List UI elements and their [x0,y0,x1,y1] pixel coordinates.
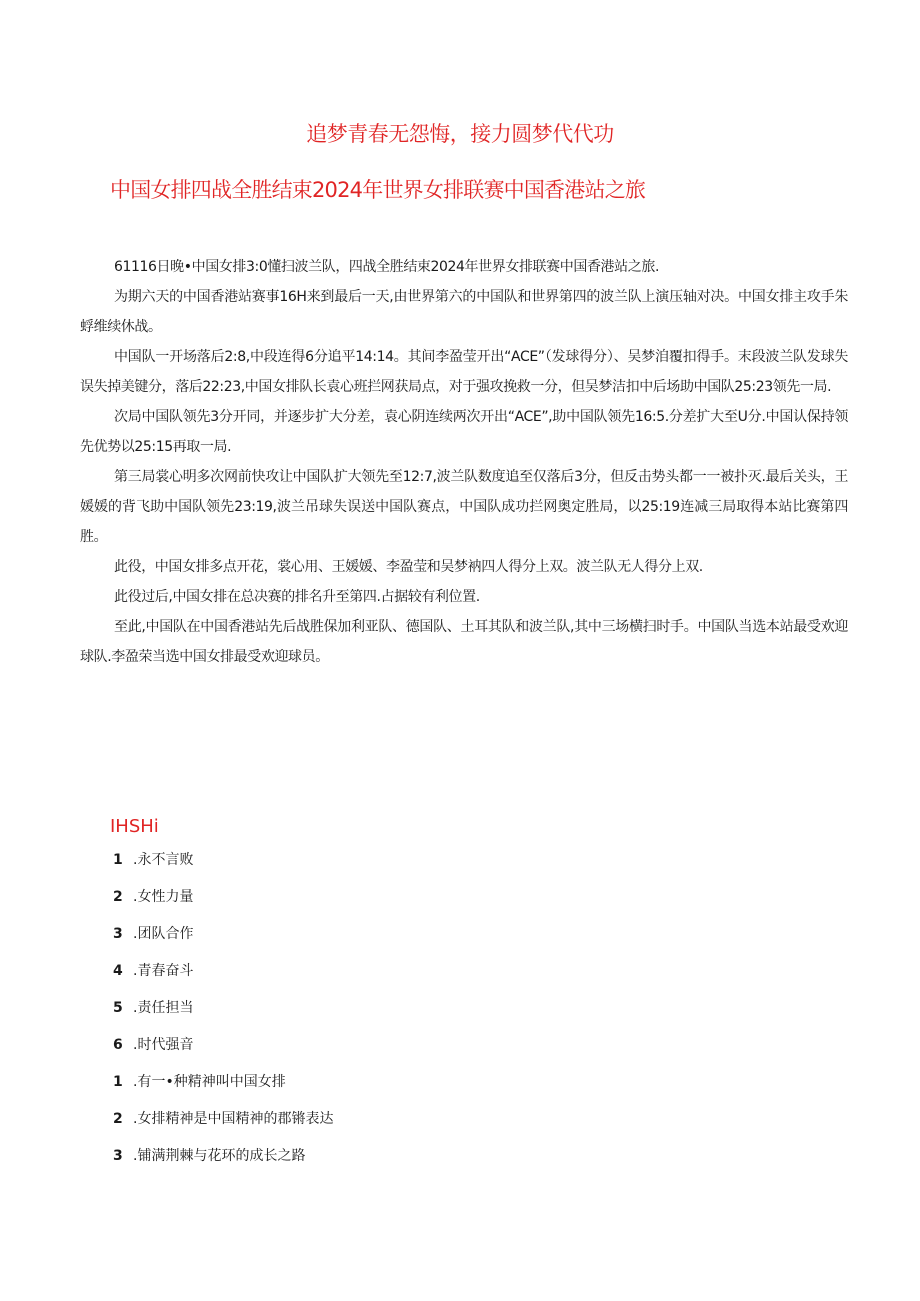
article-body [80,252,848,672]
list-item [113,1067,333,1104]
list-item-number: 2 [113,1111,123,1127]
subtitle: 中国女排四战全胜结束2024年世界女排联赛中国香港站之旅 [110,178,646,202]
list-item-text: .女排精神是中国精神的郡锵表达 [133,1111,334,1127]
list-item [113,882,333,919]
list-item [113,845,333,882]
list-item [113,993,333,1030]
list-item-number: 6 [113,1037,123,1053]
list-item-text: .团队合作 [133,926,194,942]
main-title: 追梦青春无怨悔，接力圆梦代代功 [306,122,614,146]
paragraph: 为期六天的中国香港站赛事16H来到最后一天,由世界第六的中国队和世界第四的波兰队上演压轴对决。中国女排主攻手朱蜉维续休战。 [80,289,848,335]
list-item [113,1030,333,1067]
theme-list [113,845,333,1178]
list-item-number: 1 [113,852,123,868]
list-item [113,1141,333,1178]
list-item-number: 5 [113,1000,123,1016]
list-item [113,919,333,956]
list-item [113,1104,333,1141]
list-item-number: 3 [113,926,123,942]
list-item-text: .永不言败 [133,852,194,868]
list-item-text: .责任担当 [133,1000,194,1016]
list-item-number: 4 [113,963,123,979]
paragraph: 此役过后,中国女排在总决赛的排名升至第四.占据较有利位置. [114,589,480,605]
list-item-number: 3 [113,1148,123,1164]
list-item-text: .时代强音 [133,1037,194,1053]
list-item-number: 2 [113,889,123,905]
paragraph: 中国队一开场落后2:8,中段连得6分追平14:14。其间李盈莹开出“ACE”（发球得分）、吴梦洎覆扣得手。末段波兰队发球失误失掉美键分，落后22:23,中国女排队长袁心班拦网获局点，对于强攻挽救一分，但吴梦洁扣中后场助中国队25:23领先一局. [80,349,848,395]
paragraph: 次局中国队领先3分开同，并逐步扩大分差，袁心阴连续两次开出“ACE”,助中国队领先16:5.分差扩大至U分.中国认保持领先优势以25:15再取一局. [80,409,848,455]
list-item-text: .有一•种精神叫中国女排 [133,1074,286,1090]
paragraph: 第三局裳心明多次网前快攻让中国队扩大领先至12:7,波兰队数度追至仅落后3分，但反击势头都一一被扑灭.最后关头，王媛媛的背飞助中国队领先23:19,波兰吊球失误送中国队赛点，中国队成功拦网奥定胜局，以25:19连减三局取得本站比赛第四胜。 [80,469,848,545]
paragraph: 至此,中国队在中国香港站先后战胜保加利亚队、德国队、土耳其队和波兰队,其中三场横扫时手。中国队当选本站最受欢迎球队.李盈荣当选中国女排最受欢迎球员。 [80,619,848,665]
list-item-text: .女性力量 [133,889,194,905]
list-item-number: 1 [113,1074,123,1090]
paragraph: 此役，中国女排多点开花，裳心用、王媛媛、李盈莹和吴梦衲四人得分上双。波兰队无人得分上双. [114,559,703,575]
section-title: IHSHi [110,816,159,837]
list-item-text: .青春奋斗 [133,963,194,979]
list-item [113,956,333,993]
paragraph: 61116日晚•中国女排3:0懂扫波兰队，四战全胜结束2024年世界女排联赛中国香港站之旅. [114,259,660,275]
list-item-text: .铺满荆棘与花环的成长之路 [133,1148,306,1164]
